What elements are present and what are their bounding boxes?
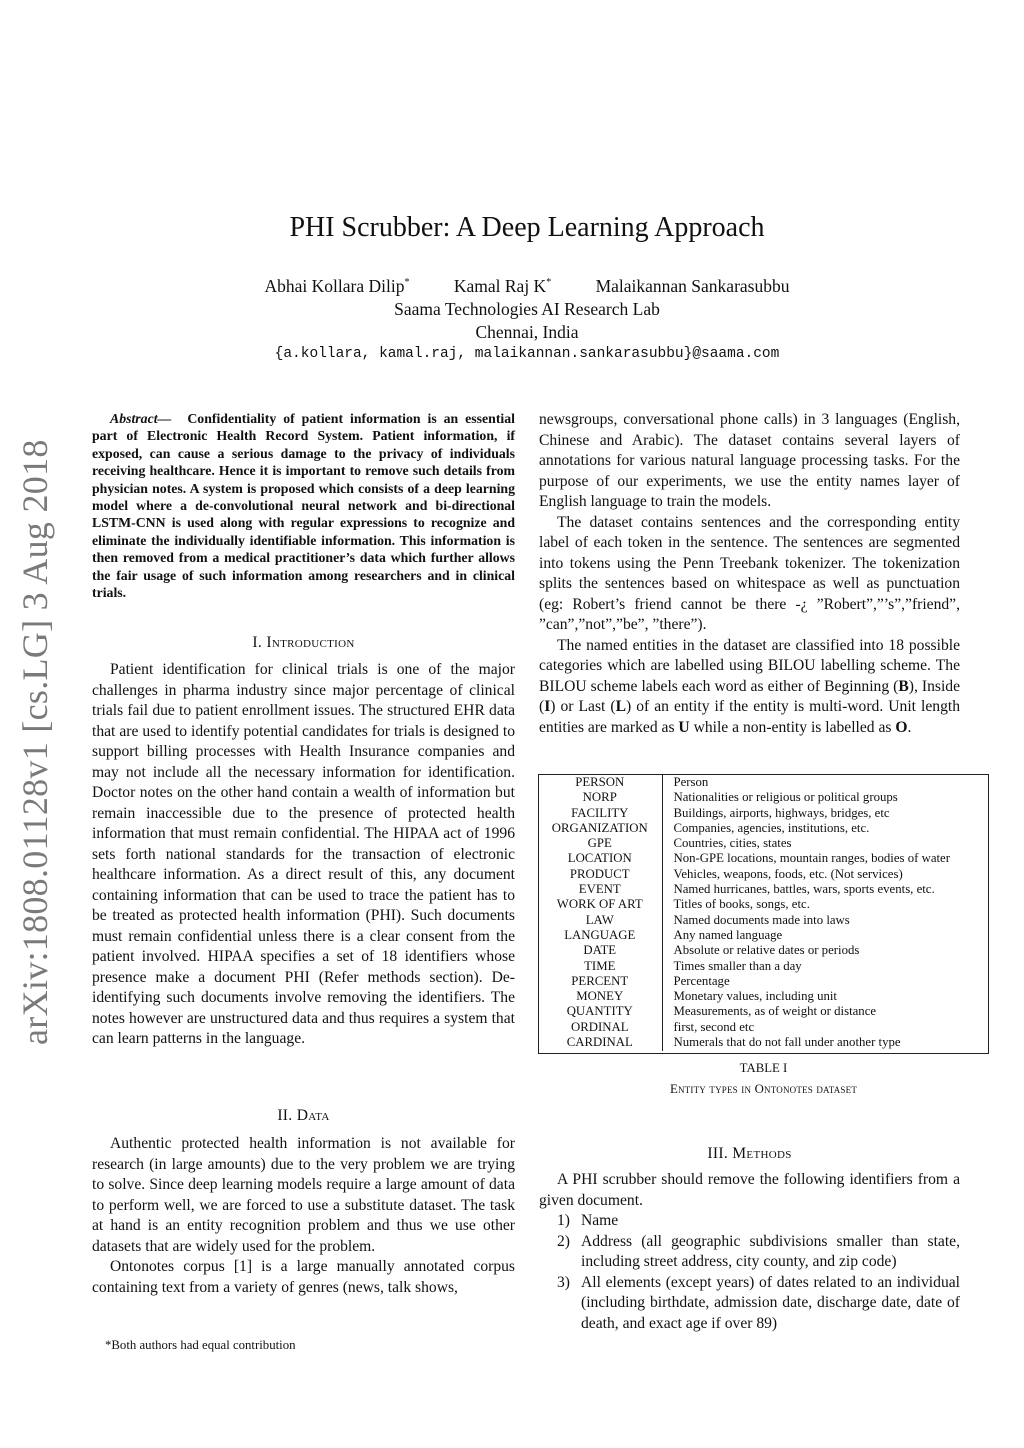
entity-type-cell: TIME <box>538 959 662 974</box>
entity-type-cell: CARDINAL <box>538 1035 662 1051</box>
author-2: Kamal Raj K* <box>453 276 552 296</box>
entity-type-cell: PERCENT <box>538 974 662 989</box>
section-heading-introduction: I. Introduction <box>252 634 355 651</box>
introduction-body <box>92 660 515 1050</box>
entity-description-cell: Absolute or relative dates or periods <box>673 943 860 958</box>
table-row <box>538 882 989 897</box>
entity-type-cell: ORDINAL <box>538 1020 662 1035</box>
table-row <box>538 790 989 805</box>
abstract-label: Abstract— <box>110 411 172 426</box>
entity-description-cell: Measurements, as of weight or distance <box>673 1004 877 1019</box>
entity-type-cell: NORP <box>538 790 662 805</box>
list-item: 1) Name <box>557 1212 619 1229</box>
methods-paragraph: A PHI scrubber should remove the following identifiers from a given document. <box>539 1171 960 1209</box>
entity-description-cell: Buildings, airports, highways, bridges, etc <box>673 805 890 820</box>
entity-type-cell: GPE <box>538 836 662 851</box>
data-body <box>92 1134 515 1298</box>
table-row <box>538 974 989 989</box>
entity-description-cell: Vehicles, weapons, foods, etc. (Not services) <box>673 866 903 881</box>
affiliation: Saama Technologies AI Research Lab <box>394 299 660 319</box>
abstract-text: Confidentiality of patient information is an essential part of Electronic Health Record System. Patient information, if exposed, can cause a serious damage to the privacy of individuals receiving healthcare. Hence it is important to remove such details from physician notes. A system is proposed which consists of a deep learning model where a de-convolutional neural network and bi-directional LSTM-CNN is used along with regular expressions to recognize and eliminate the individually identifiable information. This information is then removed from a medical practitioner’s data which further allows the fair usage of such information among researchers and in clinical trials. <box>92 411 515 601</box>
arxiv-identifier: arXiv:1808.01128v1 [cs.LG] 3 Aug 2018 <box>15 439 55 1045</box>
table-row <box>538 928 989 943</box>
entity-description-cell: Monetary values, including unit <box>673 989 837 1004</box>
table-row <box>538 1004 989 1019</box>
data-paragraph-continued: newsgroups, conversational phone calls) in 3 languages (English, Chinese and Arabic). The dataset contains several layers of annotations for various natural language processing tasks. For the purpose of our experiments, we use the entity names layer of English language to train the models. <box>539 411 960 510</box>
location: Chennai, India <box>475 322 579 342</box>
list-item: 3) All elements (except years) of dates related to an individual (including birthdate, admission date, discharge date, date of death, and exact age if over 89) <box>557 1273 960 1332</box>
entity-description-cell: Percentage <box>673 973 730 988</box>
entity-type-cell: PRODUCT <box>538 867 662 882</box>
entity-description-cell: Countries, cities, states <box>673 836 792 851</box>
entity-description-cell: Any named language <box>673 927 783 942</box>
entity-description-cell: Non-GPE locations, mountain ranges, bodies of water <box>673 851 950 866</box>
entity-description-cell: Person <box>673 775 709 789</box>
intro-paragraph: Patient identification for clinical trials is one of the major challenges in pharma industry since major percentage of clinical trials fail due to patient enrollment issues. The structured EHR data that are used to identify potential candidates for trials is designed to support billing processes with Health Insurance companies and may not include all the necessary information for identification. Doctor notes on the other hand contain a wealth of information but remain inaccessible due to the presence of protected health information that must remain confidential. The HIPAA act of 1996 sets forth national standards for the transaction of electronic healthcare information. As a direct result of this, any document containing information that can be used to trace the patient has to be treated as protected health information (PHI). Such documents must remain confidential unless there is a clear consent from the patient involved. HIPAA specifies a set of 18 identifiers whose presence make a document PHI (Refer methods section). De-identifying such documents involve removing the identifiers. The notes however are unstructured data and thus requires a system that can learn patterns in the language. <box>92 661 515 1047</box>
abstract <box>92 410 515 601</box>
entity-type-cell: FACILITY <box>538 806 662 821</box>
entity-description-cell: first, second etc <box>673 1019 755 1034</box>
entity-types-table <box>538 774 989 1051</box>
table-row <box>538 851 989 866</box>
entity-description-cell: Named hurricanes, battles, wars, sports events, etc. <box>673 882 935 897</box>
entity-description-cell: Times smaller than a day <box>673 958 802 973</box>
table-caption-label: TABLE I <box>739 1061 788 1075</box>
entity-type-cell: LOCATION <box>538 851 662 866</box>
author-1: Abhai Kollara Dilip* <box>264 276 410 296</box>
entity-type-cell: MONEY <box>538 989 662 1004</box>
entity-description-cell: Named documents made into laws <box>673 912 850 927</box>
data-paragraph-4: The named entities in the dataset are classified into 18 possible categories which are labelled using BILOU labelling scheme. The BILOU scheme labels each word as either of Beginning (B), Inside (I) or Last (L) of an entity if the entity is multi-word. Unit length entities are marked as U while a non-entity is labelled as O. <box>539 636 961 736</box>
entity-description-cell: Numerals that do not fall under another type <box>673 1035 901 1050</box>
section-heading-data: II. Data <box>277 1107 330 1124</box>
section-heading-methods: III. Methods <box>707 1145 792 1162</box>
table-row <box>538 1020 989 1035</box>
entity-type-cell: EVENT <box>538 882 662 897</box>
list-item: 2) Address (all geographic subdivisions smaller than state, including street address, city county, and zip code) <box>557 1232 960 1270</box>
table-row <box>538 959 989 974</box>
table-row <box>538 943 989 958</box>
entity-type-cell: PERSON <box>538 774 662 790</box>
entity-type-cell: LANGUAGE <box>538 928 662 943</box>
data-paragraph-3: The dataset contains sentences and the corresponding entity label of each token in the sentence. The sentences are segmented into tokens using the Penn Treebank tokenizer. The tokenization splits the sentences based on whitespace as well as punctuation (eg: Robert’s friend cannot be there -¿ ”Robert”,”’s”,”friend”, ”can”,”not”,”be”, ”there”). <box>539 513 960 633</box>
data-paragraph-2: Ontonotes corpus [1] is a large manually annotated corpus containing text from a variety of genres (news, talk shows, <box>92 1258 515 1296</box>
footnote: *Both authors had equal contribution <box>105 1338 296 1352</box>
entity-type-cell: ORGANIZATION <box>538 821 662 836</box>
table-row <box>538 774 989 790</box>
table-caption-title: Entity types in Ontonotes dataset <box>669 1082 858 1096</box>
table-row <box>538 913 989 928</box>
author-3: Malaikannan Sankarasubbu <box>595 276 790 296</box>
methods-body <box>539 1170 960 1211</box>
table-row <box>538 806 989 821</box>
table-row <box>538 867 989 882</box>
entity-description-cell: Titles of books, songs, etc. <box>673 897 810 912</box>
data-body-continued <box>539 410 960 738</box>
author-emails: {a.kollara, kamal.raj, malaikannan.sankarasubbu}@saama.com <box>274 346 780 362</box>
data-paragraph-1: Authentic protected health information is not available for research (in large amounts) due to the very problem we are trying to solve. Since deep learning models require a large amount of data to perform well, we are forced to use a substitute dataset. The task at hand is an entity recognition problem and thus we use other datasets that are widely used for the problem. <box>92 1135 515 1255</box>
entity-type-cell: LAW <box>538 913 662 928</box>
entity-description-cell: Nationalities or religious or political groups <box>673 790 898 805</box>
identifier-list <box>539 1211 960 1334</box>
entity-type-cell: QUANTITY <box>538 1004 662 1019</box>
entity-type-cell: DATE <box>538 943 662 958</box>
entity-type-cell: WORK OF ART <box>538 897 662 912</box>
table-row <box>538 989 989 1004</box>
table-row <box>538 821 989 836</box>
table-row <box>538 1035 989 1051</box>
paper-title: PHI Scrubber: A Deep Learning Approach <box>289 212 765 243</box>
table-row <box>538 836 989 851</box>
entity-description-cell: Companies, agencies, institutions, etc. <box>673 820 870 835</box>
author-list <box>0 276 1024 297</box>
table-row <box>538 897 989 912</box>
